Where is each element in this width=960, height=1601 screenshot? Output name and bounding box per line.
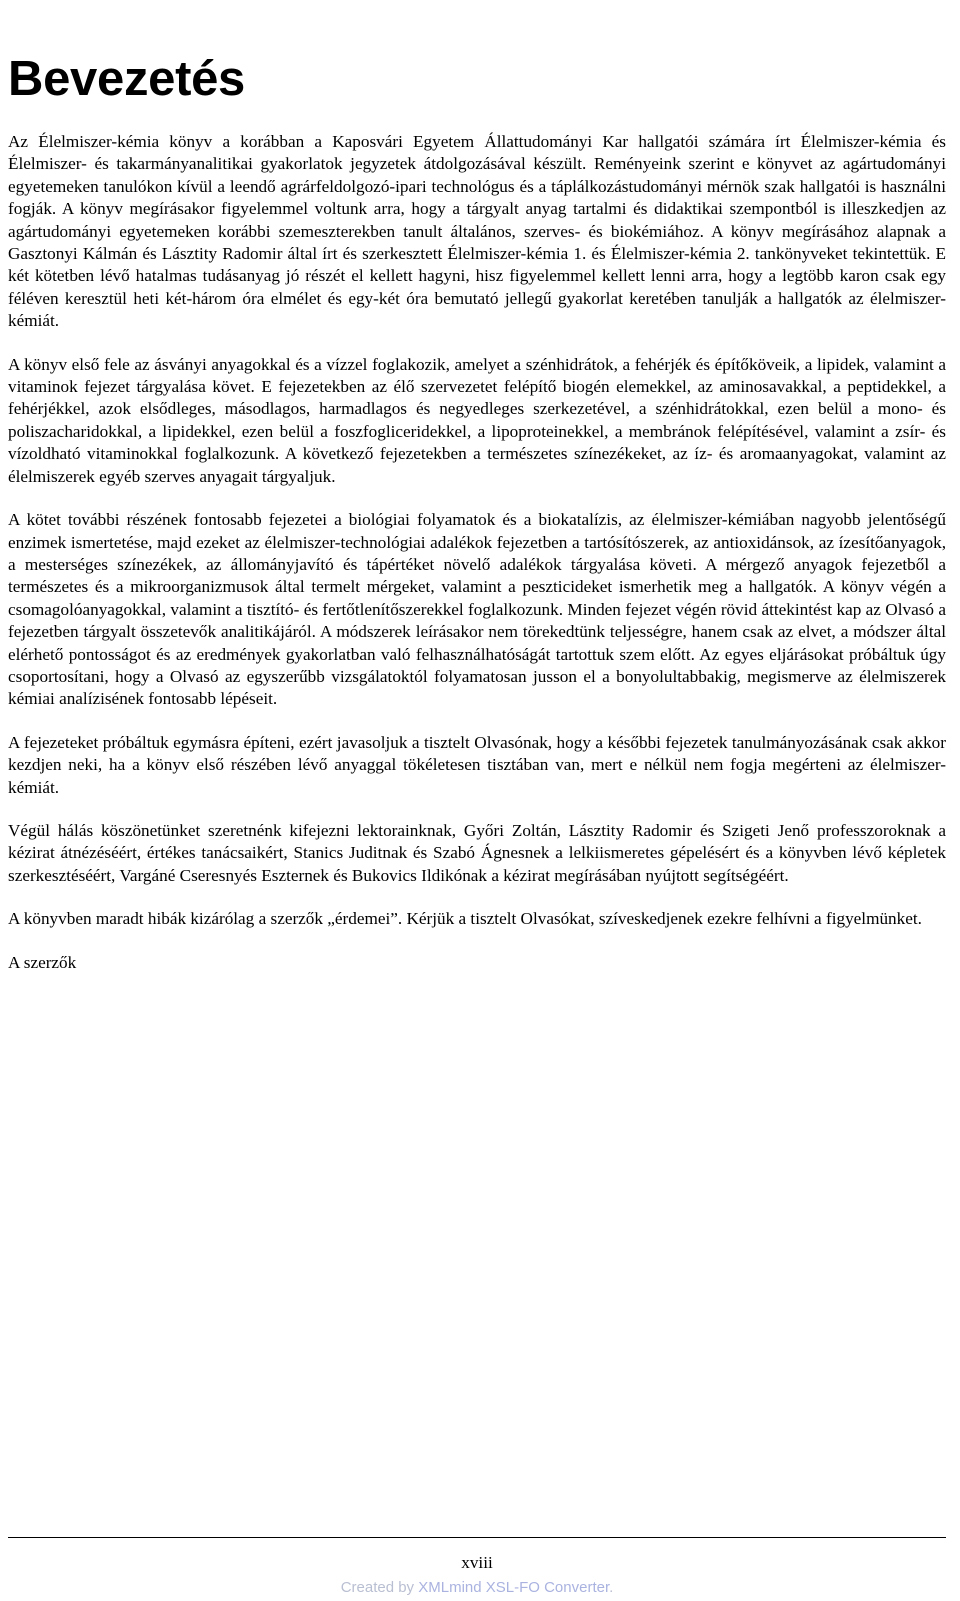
paragraph-further-chapters: A kötet további részének fontosabb fejezetei a biológiai folyamatok és a biokatalízis, az élelmiszer-kémiában nagyobb jelentőségű enzimek ismertetése, majd ezeket az élelmiszer-technológiai adalékok fejezetben a tartósítószerek, az antioxidánsok, az ízesítőanyagok, a mesterséges színezékek, az állományjavító és tápértéket növelő adalékok tárgyalása követi. A mérgező anyagok fejezetből a természetes és a mikroorganizmusok által termelt mérgeket, valamint a peszticideket ismerhetik meg a hallgatók. A könyv végén a csomagolóanyagokkal, valamint a tisztító- és fertőtlenítőszerekkel foglalkozunk. Minden fejezet végén rövid áttekintést kap az Olvasó a fejezetben tárgyalt összetevők analitikájáról. A módszerek leírásakor nem törekedtünk teljességre, hanem csak az elvet, a módszer által elérhető pontosságot és az eredmények gyakorlatban való felhasználhatóságát tartottuk szem előtt. Az egyes eljárásokat próbáltuk úgy csoportosítani, hogy a Olvasó az egyszerűbb vizsgálatoktól folyamatosan jusson el a bonyolultabbakig, megismerve az élelmiszerek kémiai analízisének fontosabb lépéseit. [8,510,946,709]
credit-suffix: . [609,1579,614,1596]
footer-divider [8,1537,946,1538]
paragraph-signature: A szerzők [8,952,77,972]
paragraph-errors: A könyvben maradt hibák kizárólag a szerzők „érdemei”. Kérjük a tisztelt Olvasókat, szíveskedjenek ezekre felhívni a figyelmünket. [8,909,922,929]
document-body [8,131,946,995]
paragraph-reading-advice: A fejezeteket próbáltuk egymásra építeni, ezért javasoljuk a tisztelt Olvasónak, hogy a későbbi fejezetek tanulmányozásának csak akkor kezdjen neki, ha a könyv első részében lévő anyaggal tökéletesen tisztában van, mert e nélkül nem fogja megérteni az élelmiszer-kémiát. [8,732,946,797]
paragraph-intro: Az Élelmiszer-kémia könyv a korábban a Kaposvári Egyetem Állattudományi Kar hallgatói számára írt Élelmiszer-kémia és Élelmiszer- és takarmányanalitikai gyakorlatok jegyzetek átdolgozásával készült. Reményeink szerint e könyvet az agártudományi egyetemeken tanulókon kívül a leendő agrárfeldolgozó-ipari technológus és a táplálkozástudományi mérnök szak hallgatói is használni fogják. A könyv megírásakor figyelemmel voltunk arra, hogy a tárgyalt anyag tartalmi és didaktikai szempontból is illeszkedjen az agártudományi egyetemeken korábbi szemeszterekben tanult általános, szerves- és biokémiához. A könyv megírásához alapnak a Gasztonyi Kálmán és Lásztity Radomir által írt és szerkesztett Élelmiszer-kémia 1. és Élelmiszer-kémia 2. tankönyveket tekintettük. E két kötetben lévő hatalmas tudásanyag jó részét el kellett hagyni, hisz figyelemmel kellett lenni arra, hogy a legtöbb karon csak egy féléven keresztül heti két-három óra elmélet és egy-két óra bemutató jellegű gyakorlat keretében tanulják a hallgatók az élelmiszer-kémiát. [8,132,946,331]
credit-prefix: Created by [340,1579,419,1596]
document-page [8,0,946,1601]
page-title: Bevezetés [8,52,246,106]
converter-credit [8,1578,946,1598]
paragraph-first-half: A könyv első fele az ásványi anyagokkal és a vízzel foglakozik, amelyet a szénhidrátok, a fehérjék és építőköveik, a lipidek, valamint a vitaminok fejezet tárgyalása követ. E fejezetekben az élő szervezetet felépítő biogén elemekkel, az aminosavakkal, a peptidekkel, a fehérjékkel, azok elsődleges, másodlagos, harmadlagos és negyedleges szerkezetével, a szénhidrátokkal, ezen belül a mono- és poliszacharidokkal, a lipidekkel, ezen belül a foszfogliceridekkel, a lipoproteinekkel, a membránok felépítésével, valamint a zsír- és vízoldható vitaminokkal foglalkozunk. A következő fejezetekben a természetes színezékeket, az íz- és aromaanyagokat, valamint az élelmiszerek egyéb szerves anyagait tárgyaljuk. [8,354,946,486]
credit-link[interactable]: XMLmind XSL-FO Converter [418,1579,610,1596]
page-number: xviii [461,1553,493,1572]
paragraph-acknowledgements: Végül hálás köszönetünket szeretnénk kifejezni lektorainknak, Győri Zoltán, Lásztity Radomir és Szigeti Jenő professzoroknak a kézirat átnézéséért, értékes tanácsaikért, Stanics Juditnak és Szabó Ágnesnek a lelkiismeretes gépelésért és a könyvben lévő képletek szerkesztéséért, Vargáné Cseresnyés Eszternek és Bukovics Ildikónak a kézirat megírásában nyújtott segítségéért. [8,820,946,885]
